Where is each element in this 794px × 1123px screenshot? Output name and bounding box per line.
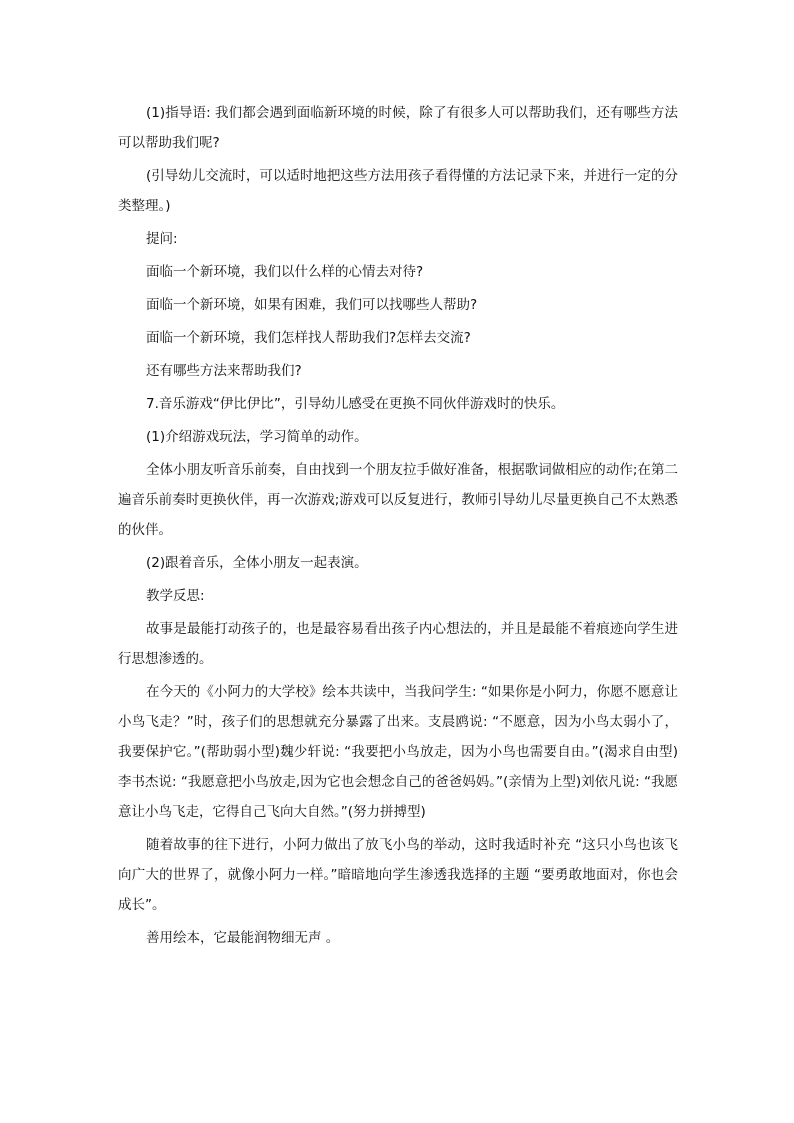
paragraph-reflection-reading: 在今天的《小阿力的大学校》绘本共读中，当我问学生: “如果你是小阿力，你愿不愿意让小鸟飞走？”时，孩子们的思想就充分暴露了出来。支晨鸥说: “不愿意，因为小鸟太弱小了，我要保护它。”(帮助弱小型)魏少轩说: “我要把小鸟放走，因为小鸟也需要自由。”(渴求自由型)李书杰说: “我愿意把小鸟放走,因为它也会想念自己的爸爸妈妈。”(亲情为上型)刘依凡说: “我愿意让小鸟飞走，它得自己飞向大自然。”(努力拼搏型) [118, 684, 678, 820]
paragraph-game-intro: (1)介绍游戏玩法，学习简单的动作。 [146, 429, 368, 445]
paragraph-reflection-heading: 教学反思: [146, 588, 205, 604]
paragraph-question-2: 面临一个新环境，如果有困难，我们可以找哪些人帮助? [146, 297, 478, 313]
paragraph-guide-question: (1)指导语: 我们都会遇到面临新环境的时候，除了有很多人可以帮助我们，还有哪些方法可以帮助我们呢? [118, 105, 678, 151]
paragraph-guide-note: (引导幼儿交流时，可以适时地把这些方法用孩子看得懂的方法记录下来，并进行一定的分类整理。) [118, 168, 678, 214]
paragraph-music-game: 7.音乐游戏“伊比伊比”，引导幼儿感受在更换不同伙伴游戏时的快乐。 [146, 396, 565, 412]
paragraph-game-rules: 全体小朋友听音乐前奏，自由找到一个朋友拉手做好准备，根据歌词做相应的动作;在第二遍音乐前奏时更换伙伴，再一次游戏;游戏可以反复进行，教师引导幼儿尽量更换自己不太熟悉的伙伴。 [118, 462, 678, 538]
paragraph-question-4: 还有哪些方法来帮助我们? [146, 363, 302, 379]
paragraph-perform: (2)跟着音乐，全体小朋友一起表演。 [146, 555, 368, 571]
paragraph-reflection-closing: 善用绘本，它最能润物细无声 。 [146, 930, 340, 946]
paragraph-reflection-theme: 随着故事的往下进行，小阿力做出了放飞小鸟的举动，这时我适时补充 “这只小鸟也该飞向广大的世界了，就像小阿力一样。”暗暗地向学生渗透我选择的主题 “要勇敢地面对，你也会成长”。 [118, 837, 678, 913]
paragraph-question-1: 面临一个新环境，我们以什么样的心情去对待? [146, 264, 424, 280]
paragraph-reflection-story: 故事是最能打动孩子的，也是最容易看出孩子内心想法的，并且是最能不着痕迹向学生进行思想渗透的。 [118, 621, 678, 667]
paragraph-question-3: 面临一个新环境，我们怎样找人帮助我们?怎样去交流? [146, 330, 471, 346]
document-body [118, 98, 678, 956]
paragraph-questions-heading: 提问: [146, 231, 178, 247]
